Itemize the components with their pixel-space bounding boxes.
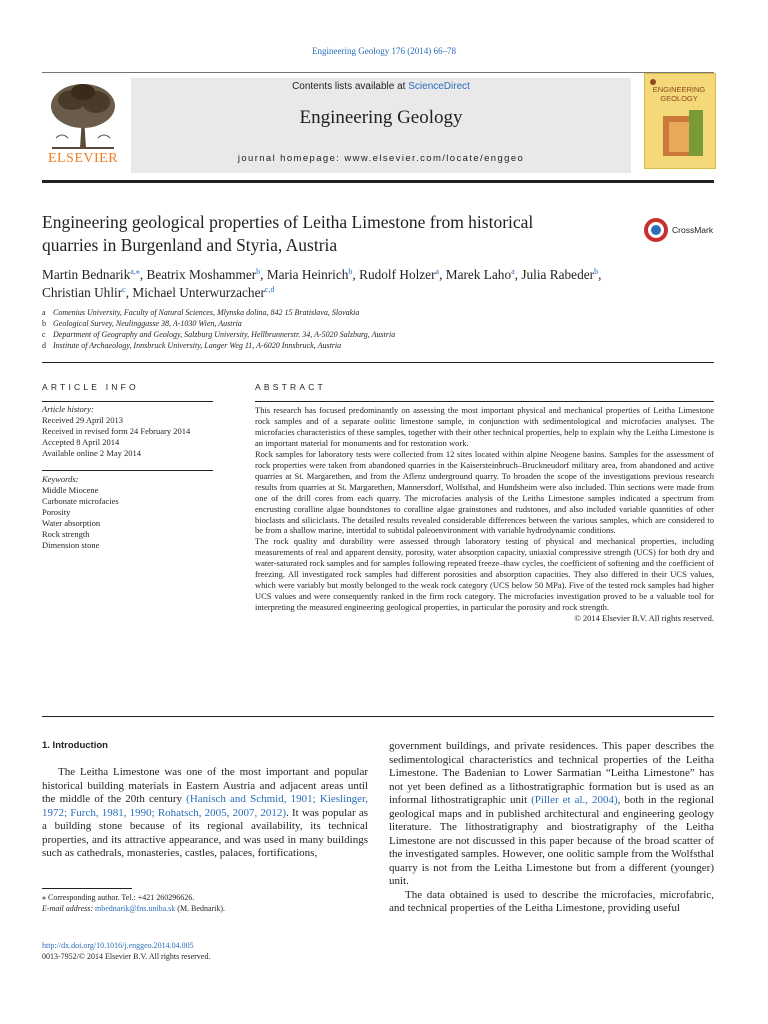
journal-reference-link[interactable]: Engineering Geology 176 (2014) 66–78 xyxy=(312,46,456,56)
author-affiliation-marker[interactable]: a,⁎ xyxy=(130,267,140,276)
affiliation-text: Geological Survey, Neulinggasse 38, A-1030 Wien, Austria xyxy=(53,319,242,328)
body-text: , both in the regional geological maps and in published architectural and engineering geology literature. The lithostratigraphy and biostratigraphy of the Leitha Limestone are not discussed in this paper because of the broad scatter of the investigated samples. However, one oolitic sample from the Wolfsthal quarry is not from the Leitha Limestone but from a different (younger) unit. xyxy=(389,794,715,887)
author-name[interactable]: Rudolf Holzer xyxy=(359,267,436,282)
email-suffix: (M. Bednarik). xyxy=(175,904,226,913)
author-affiliation-marker[interactable]: a xyxy=(511,267,515,276)
author-affiliation-marker[interactable]: b xyxy=(594,267,599,276)
history-item: Accepted 8 April 2014 xyxy=(42,437,120,447)
author-affiliation-marker[interactable]: c xyxy=(122,284,126,294)
author-name[interactable]: Michael Unterwurzacher xyxy=(132,284,265,300)
author-separator: , xyxy=(514,267,522,282)
history-item: Received in revised form 24 February 2014 xyxy=(42,426,191,436)
keyword-item: Rock strength xyxy=(42,529,90,539)
author-affiliation-marker[interactable]: b xyxy=(256,267,261,276)
body-column-left xyxy=(42,766,368,861)
author-name[interactable]: Christian Uhlir xyxy=(42,284,123,300)
journal-title: Engineering Geology xyxy=(299,107,463,128)
history-item: Received 29 April 2013 xyxy=(42,415,123,425)
body-text: The Leitha Limestone was one of the most important and popular historical building materials in Eastern Austria and adjacent areas until the middle of the 20th century xyxy=(42,766,368,805)
corresponding-author-footnote xyxy=(42,892,368,914)
abstract-heading: ABSTRACT xyxy=(255,382,326,392)
author-separator: , xyxy=(125,284,133,300)
author-affiliation-marker[interactable]: b xyxy=(348,267,353,276)
body-text: government buildings, and private residences. This paper describes the sedimentological characteristics and technical properties of the Leitha Limestone. The Badenian to Lower Sarmatian “Leitha Limestone” has not yet been defined as a lithostratigraphic formation but is used as an informal lithostratigraphic unit xyxy=(389,740,714,806)
homepage-url-link[interactable]: www.elsevier.com/locate/enggeo xyxy=(344,153,525,164)
doi-block xyxy=(42,940,368,962)
divider xyxy=(42,470,213,471)
masthead-top-rule xyxy=(42,72,714,73)
sciencedirect-link[interactable]: ScienceDirect xyxy=(408,81,470,92)
author-name[interactable]: Maria Heinrich xyxy=(266,267,349,282)
author-separator: , xyxy=(260,267,267,282)
body-paragraph xyxy=(389,740,714,889)
abstract-paragraph: The rock quality and durability were assessed through laboratory testing of physical and mechanical properties, including measurements of real and apparent density, porosity, water absorption capacity, uniaxial compressive strength (UCS) for both dry and water-saturated rock samples and for samples following repeated freeze–thaw cycles, the coefficient of softening and the coefficient of freezing. All investigated rock samples had different porosities and absorption capacities. They also differed in their UCS values, which were variably but mostly belonged to the weak rock category (UCS below 50 MPa). Five of the tested rock samples had higher UCS values and were consequently ranked in the firm rock category. The microfacies investigation proved to be a valuable tool for interpreting the measured engineering geological properties, in particular the porosity and rock strength. xyxy=(255,536,714,613)
citation-link[interactable]: (Hanisch and Schmid, 1901; Kieslinger, 1972; Furch, 1981, 1990; Rohatsch, 2005, 2007, 2012) xyxy=(42,793,368,819)
author-separator: , xyxy=(139,267,147,282)
author-list xyxy=(42,266,714,301)
masthead-bottom-rule xyxy=(42,180,714,183)
contents-available-line xyxy=(131,81,631,92)
affiliation-letter: d xyxy=(42,341,46,350)
email-line xyxy=(42,903,368,914)
keywords xyxy=(42,474,217,551)
copyright-notice: © 2014 Elsevier B.V. All rights reserved. xyxy=(574,613,714,624)
affiliation-letter: c xyxy=(42,330,46,339)
article-history xyxy=(42,404,217,459)
body-paragraph: The data obtained is used to describe the microfacies, microfabric, and technical properties of the Leitha Limestone, providing useful xyxy=(389,888,714,914)
abstract-paragraph: Rock samples for laboratory tests were collected from 12 sites located within alpine Neogene basins. Samples for the assessment of rock properties were taken from abandoned quarries in the Kaisersteinbruch–Bruckneudorf military area, from abandoned and active quarries at St. Margarethen, and from the Aflenz underground quarry. To broaden the scope of the investigations previous research results from quarries at St. Margarethen, Mannersdorf, Wolfsthal, and Hundsheim were also included. Thin sections were made from one of the drill cores from each quarry. The microfacies analysis of the Leitha Limestone samples indicated a spectrum from encrusting coralline algae boundstones to coralline algae grainstones and rudstones, and also included variable quantities of other bioclasts and siliciclasts. The detailed results revealed considerable differences between the various samples, which are considered to be from a shallow marine, intertidal to subtidal paleoenvironment with variable hydrodynamic conditions. xyxy=(255,448,714,536)
author-name[interactable]: Julia Rabeder xyxy=(521,267,595,282)
divider xyxy=(255,401,714,402)
keyword-item: Carbonate microfacies xyxy=(42,496,119,506)
affiliation-text: Comenius University, Faculty of Natural Sciences, Mlynska dolina, 842 15 Bratislava, Slovakia xyxy=(53,308,360,317)
affiliation-text: Institute of Archaeology, Innsbruck University, Langer Weg 11, A-6020 Innsbruck, Austria xyxy=(53,341,342,350)
body-text: . It was popular as a building stone because of its regional availability, its technical properties, and its attractive appearance, and was used in many buildings such as cathedrals, monasteries, castles, palaces, fortifications, xyxy=(42,806,368,859)
body-column-right xyxy=(389,740,714,916)
citation-link[interactable]: (Piller et al., 2004) xyxy=(531,794,618,806)
abstract-paragraph: This research has focused predominantly on assessing the most important physical and mechanical properties of Leitha Limestone rock samples and of a separate oolitic limestone sample, in conjunction with sedimentological and microfacies analyses. The microfacies characteristics of these samples, together with their other technical properties, help to explain why the Leitha Limestone is an important material for monuments and for restoration work. xyxy=(255,405,714,448)
elsevier-wordmark: ELSEVIER xyxy=(47,151,119,166)
crossmark-label[interactable]: CrossMark xyxy=(672,225,714,235)
issn-line: 0013-7952/© 2014 Elsevier B.V. All rights reserved. xyxy=(42,952,211,961)
contents-prefix: Contents lists available at xyxy=(292,81,409,92)
affiliation-letter: b xyxy=(42,319,46,328)
keyword-item: Dimension stone xyxy=(42,540,100,550)
abstract-body xyxy=(255,405,714,624)
footnote-rule xyxy=(42,888,132,889)
divider xyxy=(42,716,714,717)
author-name[interactable]: Marek Laho xyxy=(445,267,512,282)
article-title xyxy=(42,211,622,257)
article-title-line-2: quarries in Burgenland and Styria, Austria xyxy=(42,235,338,255)
affiliation-text: Department of Geography and Geology, Salzburg University, Hellbrunnerstr. 34, A-5020 Salzburg, Austria xyxy=(53,330,396,339)
journal-homepage-line xyxy=(131,153,631,164)
author-affiliation-marker[interactable]: c,d xyxy=(264,284,275,294)
affiliation-letter: a xyxy=(42,308,46,317)
article-title-line-1: Engineering geological properties of Leitha Limestone from historical xyxy=(42,212,534,232)
section-heading-introduction: 1. Introduction xyxy=(42,740,108,751)
keywords-label: Keywords: xyxy=(42,474,79,484)
divider xyxy=(42,401,213,402)
email-label: E-mail address: xyxy=(42,904,96,913)
doi-link[interactable]: http://dx.doi.org/10.1016/j.enggeo.2014.04.005 xyxy=(42,941,194,950)
author-name[interactable]: Martin Bednarik xyxy=(42,267,131,282)
body-paragraph xyxy=(42,766,368,861)
keyword-item: Middle Miocene xyxy=(42,485,99,495)
author-separator: , xyxy=(439,267,446,282)
affiliation-item xyxy=(42,318,714,329)
keyword-item: Water absorption xyxy=(42,518,101,528)
author-affiliation-marker[interactable]: a xyxy=(435,267,440,276)
affiliation-item xyxy=(42,340,714,351)
email-link[interactable]: mbednarik@fns.uniba.sk xyxy=(95,904,176,913)
history-item: Available online 2 May 2014 xyxy=(42,448,141,458)
article-info-heading: ARTICLE INFO xyxy=(42,382,139,392)
divider xyxy=(42,362,714,363)
author-name[interactable]: Beatrix Moshammer xyxy=(146,267,257,282)
keyword-item: Porosity xyxy=(42,507,71,517)
author-separator: , xyxy=(352,267,360,282)
homepage-prefix: journal homepage: xyxy=(237,153,345,164)
affiliation-item xyxy=(42,307,714,318)
author-separator: , xyxy=(598,267,602,282)
affiliation-item xyxy=(42,329,714,340)
history-label: Article history: xyxy=(42,404,94,414)
cover-title-text: ENGINEERING GEOLOGY xyxy=(652,85,706,103)
affiliation-list xyxy=(42,307,714,351)
corresponding-author-line: ⁎ Corresponding author. Tel.: +421 260296626. xyxy=(42,893,195,902)
